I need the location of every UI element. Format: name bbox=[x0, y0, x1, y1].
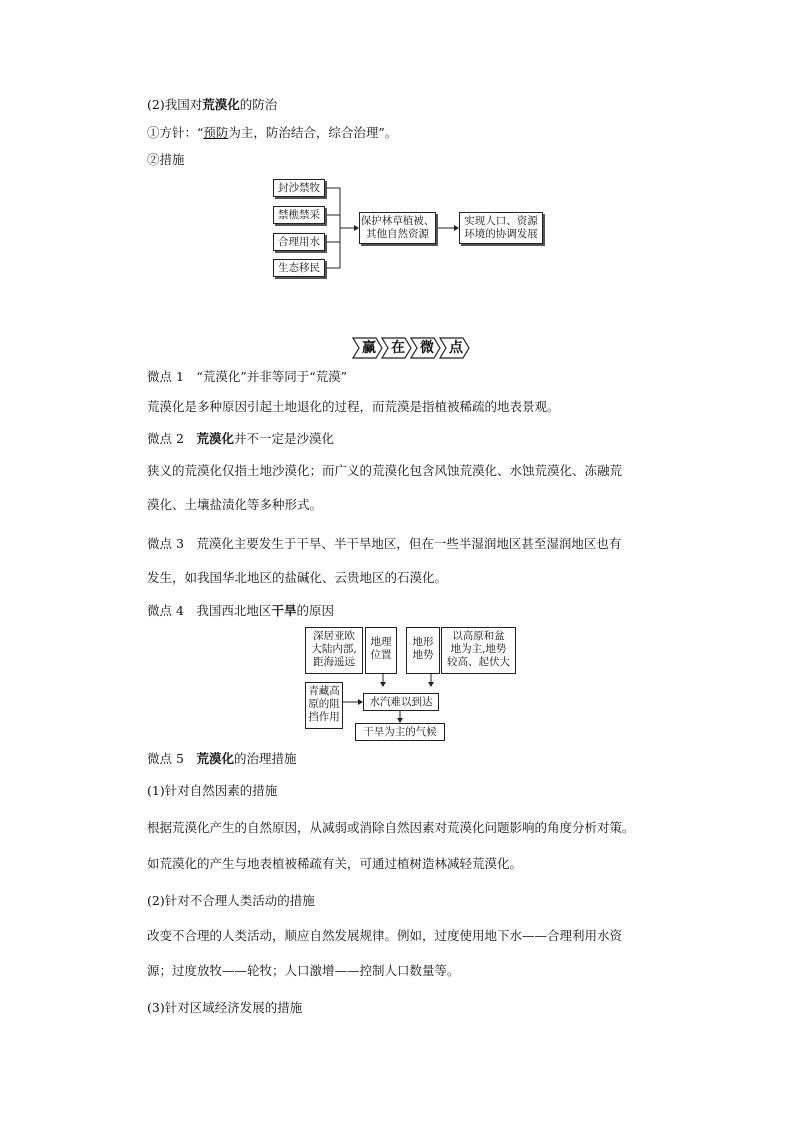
vapor-box: 水汽难以到达 bbox=[363, 693, 439, 711]
measures-diagram bbox=[270, 176, 550, 282]
banner-char-4: 点 bbox=[449, 340, 463, 356]
measure1-title: (1)针对自然因素的措施 bbox=[147, 783, 278, 798]
banner-char-2: 在 bbox=[391, 340, 405, 356]
measure2-title: (2)针对不合理人类活动的措施 bbox=[147, 893, 315, 908]
location-box: 地理 位置 bbox=[365, 627, 397, 674]
terrain-detail-box: 以高原和盆 地为主,地势 较高、起伏大 bbox=[441, 627, 516, 674]
point1-title: 微点 1 “荒漠化”并非等同于“荒漠” bbox=[147, 369, 347, 384]
point4-title: 微点 4 我国西北地区干旱的原因 bbox=[147, 603, 334, 618]
measure1-line1: 根据荒漠化产生的自然原因，从减弱或消除自然因素对荒漠化问题影响的角度分析对策。 bbox=[147, 820, 635, 835]
measure-box-4: 生态移民 bbox=[273, 259, 325, 277]
point5-title: 微点 5 荒漠化的治理措施 bbox=[147, 751, 297, 766]
section-banner bbox=[352, 337, 470, 359]
policy-underlined: 预防 bbox=[203, 125, 229, 140]
protect-box: 保护林草植被、 其他自然资源 bbox=[359, 212, 436, 244]
measure2-line1: 改变不合理的人类活动，顺应自然发展规律。例如，过度使用地下水——合理利用水资 bbox=[147, 928, 623, 943]
banner-char-3: 微 bbox=[420, 340, 434, 356]
section-title-bold: 荒漠化 bbox=[202, 97, 240, 112]
goal-box: 实现人口、资源 环境的协调发展 bbox=[459, 212, 543, 244]
point2-title: 微点 2 荒漠化并不一定是沙漠化 bbox=[147, 431, 334, 446]
measure-box-2: 禁樵禁采 bbox=[273, 206, 325, 224]
measure2-line2: 源；过度放牧——轮牧；人口激增——控制人口数量等。 bbox=[147, 963, 460, 978]
measure1-line2: 如荒漠化的产生与地表植被稀疏有关，可通过植树造林减轻荒漠化。 bbox=[147, 856, 523, 871]
plateau-box: 青藏高 原的阻 挡作用 bbox=[305, 682, 343, 729]
climate-box: 干旱为主的气候 bbox=[355, 723, 445, 741]
point3-line2: 发生，如我国华北地区的盐碱化、云贵地区的石漠化。 bbox=[147, 570, 448, 585]
point2-body-line2: 漠化、土壤盐渍化等多种形式。 bbox=[147, 497, 323, 512]
point1-body: 荒漠化是多种原因引起土地退化的过程，而荒漠是指植被稀疏的地表景观。 bbox=[147, 399, 560, 414]
measure-box-3: 合理用水 bbox=[273, 233, 325, 251]
point2-body-line1: 狭义的荒漠化仅指土地沙漠化；而广义的荒漠化包含风蚀荒漠化、水蚀荒漠化、冻融荒 bbox=[147, 463, 623, 478]
policy-line: ①方针：“预防为主，防治结合，综合治理”。 bbox=[147, 125, 398, 140]
banner-char-1: 赢 bbox=[362, 340, 376, 356]
measures-label: ②措施 bbox=[147, 152, 185, 167]
point3-line1: 微点 3 荒漠化主要发生于干旱、半干旱地区，但在一些半湿润地区甚至湿润地区也有 bbox=[147, 536, 622, 551]
location-detail-box: 深居亚欧 大陆内部, 距海遥远 bbox=[305, 627, 363, 674]
drought-cause-diagram bbox=[305, 627, 520, 743]
measure-box-1: 封沙禁牧 bbox=[273, 179, 325, 197]
measure3-title: (3)针对区域经济发展的措施 bbox=[147, 1000, 303, 1015]
terrain-box: 地形 地势 bbox=[406, 627, 440, 674]
section-title: (2)我国对荒漠化的防治 bbox=[147, 97, 278, 112]
